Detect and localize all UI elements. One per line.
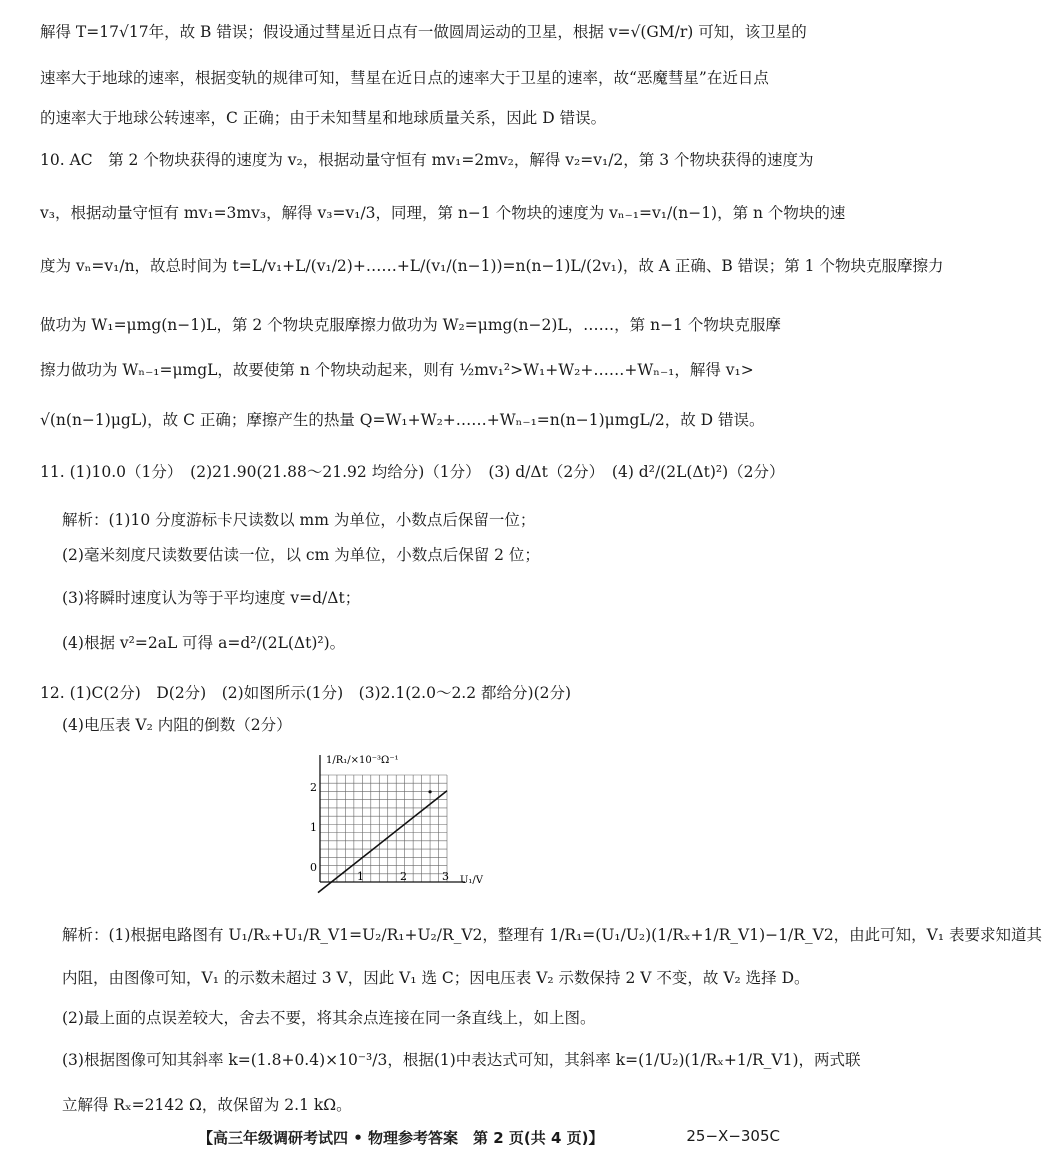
q11-answer: 11. (1)10.0（1分） (2)21.90(21.88～21.92 均给分)（1分） (3) d/Δt（2分） (4) d²/(2L(Δt)²)（2分） (40, 463, 785, 481)
line-2: 速率大于地球的速率，根据变轨的规律可知，彗星在近日点的速率大于卫星的速率，故“恶魔彗星”在近日点 (40, 69, 769, 87)
x-axis-label: U₁/V (460, 875, 484, 886)
footer-code: 25−X−305C (686, 1127, 780, 1145)
x-tick-1: 1 (357, 870, 364, 883)
q12-analysis-3: (2)最上面的点误差较大，舍去不要，将其余点连接在同一条直线上，如上图。 (62, 1009, 596, 1027)
graph-figure (300, 745, 500, 900)
q12-analysis-1: 解析：(1)根据电路图有 U₁/Rₓ+U₁/R_V1=U₂/R₁+U₂/R_V2，整理有 1/R₁=(U₁/U₂)(1/Rₓ+1/R_V1)−1/R_V2，由此可知，V₁ 表要求知道其 (62, 926, 1042, 944)
x-tick-2: 2 (400, 870, 407, 883)
fit-line (318, 791, 447, 893)
q10-line-4: 做功为 W₁=μmg(n−1)L，第 2 个物块克服摩擦力做功为 W₂=μmg(n−2)L，……，第 n−1 个物块克服摩 (40, 316, 781, 334)
q11-analysis-2: (2)毫米刻度尺读数要估读一位，以 cm 为单位，小数点后保留 2 位； (62, 546, 540, 564)
y-tick-1: 1 (310, 821, 317, 834)
q12-answer-4: (4)电压表 V₂ 内阻的倒数（2分） (62, 716, 292, 734)
q11-analysis-3: (3)将瞬时速度认为等于平均速度 v=d/Δt； (62, 589, 361, 607)
q10-line-3: 度为 vₙ=v₁/n，故总时间为 t=L/v₁+L/(v₁/2)+……+L/(v₁/(n−1))=n(n−1)L/(2v₁)，故 A 正确、B 错误；第 1 个物块克服摩擦力 (40, 257, 944, 275)
q12-analysis-5: 立解得 Rₓ=2142 Ω，故保留为 2.1 kΩ。 (62, 1096, 352, 1114)
q12-analysis-4: (3)根据图像可知其斜率 k=(1.8+0.4)×10⁻³/3，根据(1)中表达式可知，其斜率 k=(1/U₂)(1/Rₓ+1/R_V1)，两式联 (62, 1051, 861, 1069)
page-footer (0, 1127, 800, 1149)
y-tick-0: 0 (310, 861, 317, 874)
x-tick-3: 3 (442, 870, 449, 883)
q10-line-2: v₃，根据动量守恒有 mv₁=3mv₃，解得 v₃=v₁/3，同理，第 n−1 个物块的速度为 vₙ₋₁=v₁/(n−1)，第 n 个物块的速 (40, 204, 846, 222)
line-1: 解得 T=17√17年，故 B 错误；假设通过彗星近日点有一做圆周运动的卫星，根据 v=√(GM/r) 可知，该卫星的 (40, 23, 807, 41)
line-3: 的速率大于地球公转速率，C 正确；由于未知彗星和地球质量关系，因此 D 错误。 (40, 109, 607, 127)
q10-line-1: 10. AC 第 2 个物块获得的速度为 v₂，根据动量守恒有 mv₁=2mv₂，解得 v₂=v₁/2，第 3 个物块获得的速度为 (40, 151, 814, 169)
q12-analysis-2: 内阻，由图像可知，V₁ 的示数未超过 3 V，因此 V₁ 选 C；因电压表 V₂ 示数保持 2 V 不变，故 V₂ 选择 D。 (62, 969, 810, 987)
q10-line-6: √(n(n−1)μgL)，故 C 正确；摩擦产生的热量 Q=W₁+W₂+……+Wₙ₋₁=n(n−1)μmgL/2，故 D 错误。 (40, 411, 765, 429)
y-tick-2: 2 (310, 781, 317, 794)
q11-analysis-4: (4)根据 v²=2aL 可得 a=d²/(2L(Δt)²)。 (62, 634, 346, 652)
y-axis-label: 1/R₁/×10⁻³Ω⁻¹ (326, 755, 399, 766)
footer-title: 【高三年级调研考试四 • 物理参考答案 第 2 页(共 4 页)】 (198, 1129, 604, 1147)
grid (320, 775, 447, 882)
outlier-point (428, 790, 431, 793)
graph-svg (300, 745, 500, 900)
q11-analysis-1: 解析：(1)10 分度游标卡尺读数以 mm 为单位，小数点后保留一位； (62, 511, 536, 529)
q10-line-5: 擦力做功为 Wₙ₋₁=μmgL，故要使第 n 个物块动起来，则有 ½mv₁²>W₁+W₂+……+Wₙ₋₁，解得 v₁> (40, 361, 754, 379)
q12-answer: 12. (1)C(2分) D(2分) (2)如图所示(1分) (3)2.1(2.0～2.2 都给分)(2分) (40, 684, 572, 702)
